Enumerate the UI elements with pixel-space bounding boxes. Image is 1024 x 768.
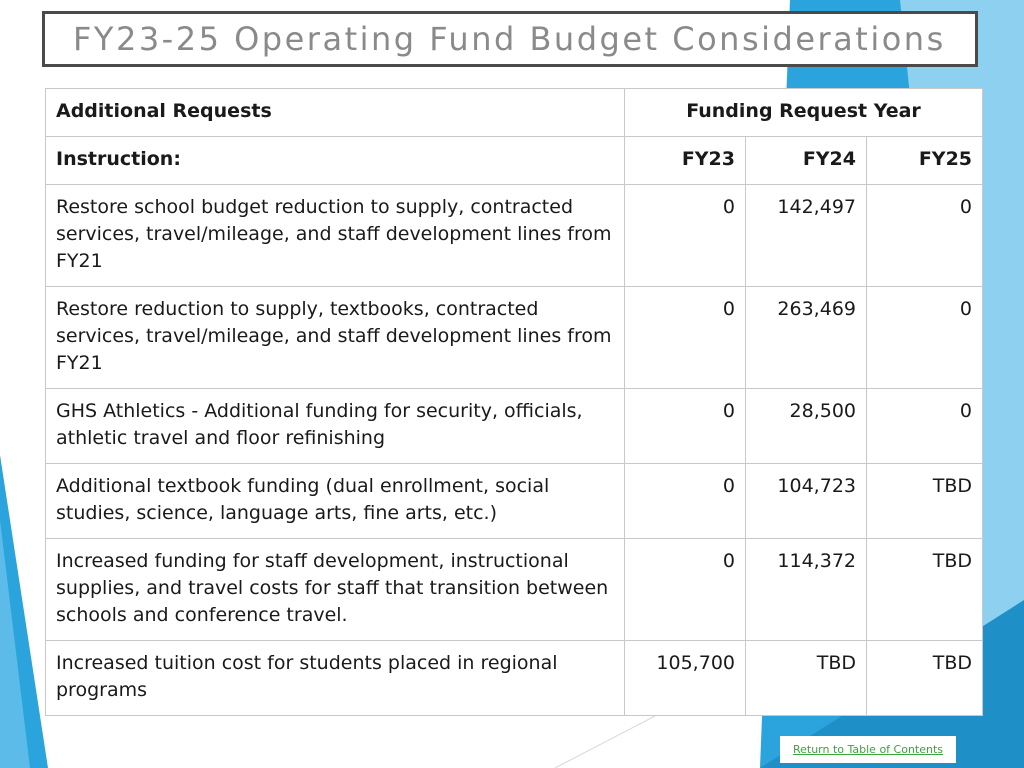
row-fy25-value: 0 [867,287,983,389]
header-additional-requests: Additional Requests [46,89,625,137]
row-fy23-value: 0 [625,539,746,641]
row-fy23-value: 0 [625,389,746,464]
row-fy24-value: 263,469 [746,287,867,389]
row-description: Increased funding for staff development, instructional supplies, and travel costs for staff that transition between schools and conference travel. [46,539,625,641]
budget-table [45,88,983,716]
subheader-fy23: FY23 [625,137,746,185]
row-description: Additional textbook funding (dual enrollment, social studies, science, language arts, fine arts, etc.) [46,464,625,539]
decorative-line [555,716,655,768]
table-row [46,641,983,716]
table-row [46,287,983,389]
title-box [42,11,978,67]
row-fy24-value: 142,497 [746,185,867,287]
row-description: Increased tuition cost for students placed in regional programs [46,641,625,716]
row-fy24-value: 114,372 [746,539,867,641]
table-subheader-row [46,137,983,185]
subheader-fy24: FY24 [746,137,867,185]
return-to-toc-link[interactable]: Return to Table of Contents [780,736,956,763]
row-fy23-value: 0 [625,464,746,539]
subheader-instruction: Instruction: [46,137,625,185]
table-row [46,389,983,464]
header-funding-request-year: Funding Request Year [625,89,983,137]
row-fy24-value: 104,723 [746,464,867,539]
row-description: GHS Athletics - Additional funding for security, officials, athletic travel and floor refinishing [46,389,625,464]
row-fy25-value: 0 [867,185,983,287]
row-fy25-value: TBD [867,464,983,539]
row-description: Restore reduction to supply, textbooks, contracted services, travel/mileage, and staff development lines from FY21 [46,287,625,389]
row-fy25-value: 0 [867,389,983,464]
row-fy23-value: 0 [625,287,746,389]
table-row [46,539,983,641]
row-fy24-value: TBD [746,641,867,716]
row-fy25-value: TBD [867,641,983,716]
row-fy25-value: TBD [867,539,983,641]
table-row [46,185,983,287]
table-row [46,464,983,539]
row-fy23-value: 105,700 [625,641,746,716]
page-title: FY23-25 Operating Fund Budget Considerations [73,20,946,58]
row-fy24-value: 28,500 [746,389,867,464]
table-header-row [46,89,983,137]
row-description: Restore school budget reduction to supply, contracted services, travel/mileage, and staff development lines from FY21 [46,185,625,287]
subheader-fy25: FY25 [867,137,983,185]
row-fy23-value: 0 [625,185,746,287]
